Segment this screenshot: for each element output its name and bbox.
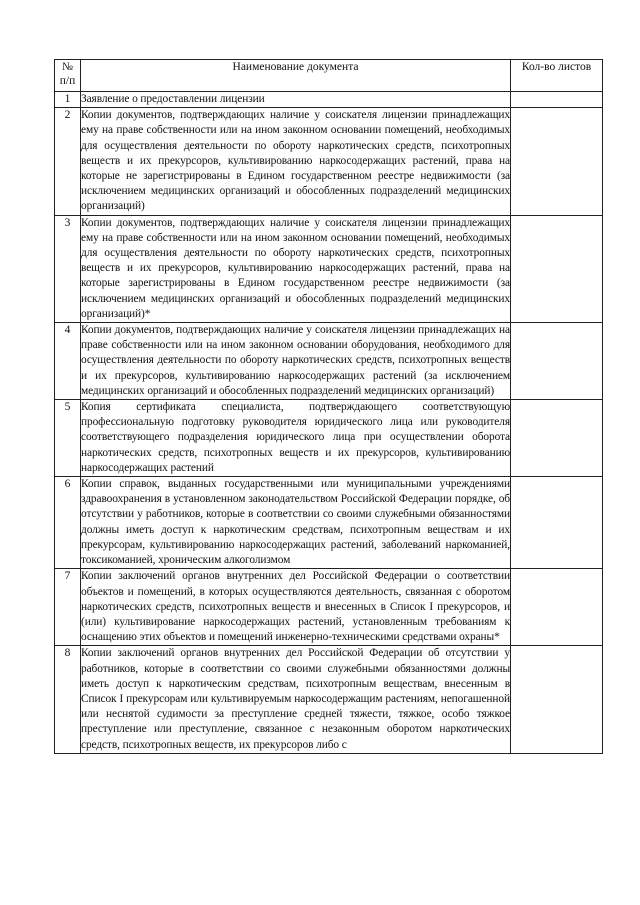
row-sheet-count[interactable] bbox=[511, 215, 603, 322]
row-document-name: Копия сертификата специалиста, подтверждающего соответствующую профессиональную подготовку руководителя юридического лица или руководителя соответствующего подразделения юридического лица при осуществлении оборота наркотических средств, психотропных веществ и их прекурсоров, культивированию наркосодержащих растений bbox=[81, 400, 511, 477]
row-sheet-count[interactable] bbox=[511, 323, 603, 400]
row-number: 3 bbox=[55, 215, 81, 322]
table-row bbox=[55, 323, 603, 400]
table-row bbox=[55, 569, 603, 646]
document-page bbox=[54, 59, 603, 754]
row-document-name: Копии документов, подтверждающих наличие у соискателя лицензии принадлежащих на праве собственности или на ином законном основании оборудования, необходимого для осуществления деятельности по обороту наркотических средств, психотропных веществ и их прекурсоров, культивированию наркосодержащих растений (за исключением медицинских организаций и обособленных подразделений медицинских организаций) bbox=[81, 323, 511, 400]
row-sheet-count[interactable] bbox=[511, 400, 603, 477]
row-sheet-count[interactable] bbox=[511, 92, 603, 108]
row-sheet-count[interactable] bbox=[511, 477, 603, 569]
row-sheet-count[interactable] bbox=[511, 569, 603, 646]
table-header-row bbox=[55, 60, 603, 92]
table-row bbox=[55, 477, 603, 569]
row-document-name: Копии документов, подтверждающих наличие у соискателя лицензии принадлежащих ему на праве собственности или на ином законном основании помещений, необходимых для осуществления деятельности по обороту наркотических средств, психотропных веществ и их прекурсоров, культивированию наркосодержащих растений, права на которые не зарегистрированы в Едином государственном реестре недвижимости (за исключением медицинских организаций и обособленных подразделений медицинских организаций) bbox=[81, 108, 511, 215]
table-row bbox=[55, 400, 603, 477]
row-number: 8 bbox=[55, 646, 81, 753]
row-document-name: Копии заключений органов внутренних дел Российской Федерации об отсутствии у работников, которые в соответствии со своими служебными обязанностями должны иметь доступ к наркотическим средствам, психотропным веществам, внесенным в Список I прекурсорам или культивируемым наркосодержащим растениям, непогашенной или неснятой судимости за преступление средней тяжести, тяжкое, особо тяжкое преступление или преступление, связанное с незаконным оборотом наркотических средств, психотропных веществ, их прекурсоров либо с bbox=[81, 646, 511, 753]
row-document-name: Копии заключений органов внутренних дел Российской Федерации о соответствии объектов и помещений, в которых осуществляются деятельность, связанная с оборотом наркотических средств, психотропных веществ и внесенных в Список I прекурсоров, и (или) культивирование наркосодержащих растений, установленным требованиям к оснащению этих объектов и помещений инженерно-техническими средствами охраны* bbox=[81, 569, 511, 646]
row-number: 4 bbox=[55, 323, 81, 400]
row-document-name: Копии справок, выданных государственными или муниципальными учреждениями здравоохранения в установленном законодательством Российской Федерации порядке, об отсутствии у работников, которые в соответствии со своими служебными обязанностями должны иметь доступ к наркотическим средствам, психотропным веществам и их прекурсорам, культивированию наркосодержащих растений, заболеваний наркоманией, токсикоманией, хроническим алкоголизмом bbox=[81, 477, 511, 569]
table-row bbox=[55, 92, 603, 108]
header-document-name: Наименование документа bbox=[81, 60, 511, 92]
row-sheet-count[interactable] bbox=[511, 646, 603, 753]
row-number: 2 bbox=[55, 108, 81, 215]
header-number-line2: п/п bbox=[59, 75, 76, 87]
row-number: 5 bbox=[55, 400, 81, 477]
row-sheet-count[interactable] bbox=[511, 108, 603, 215]
documents-table bbox=[54, 59, 603, 754]
row-number: 1 bbox=[55, 92, 81, 108]
row-document-name: Копии документов, подтверждающих наличие у соискателя лицензии принадлежащих ему на праве собственности или на ином законном основании помещений, необходимых для осуществления деятельности по обороту наркотических средств, психотропных веществ и их прекурсоров, культивированию наркосодержащих растений, права на которые зарегистрированы в Едином государственном реестре недвижимости (за исключением медицинских организаций и обособленных подразделений медицинских организаций)* bbox=[81, 215, 511, 322]
row-number: 7 bbox=[55, 569, 81, 646]
table-row bbox=[55, 108, 603, 215]
header-sheet-count: Кол-во листов bbox=[511, 60, 603, 92]
table-row bbox=[55, 646, 603, 753]
header-number-line1: № bbox=[62, 61, 73, 73]
table-row bbox=[55, 215, 603, 322]
header-number bbox=[55, 60, 81, 92]
row-number: 6 bbox=[55, 477, 81, 569]
row-document-name: Заявление о предоставлении лицензии bbox=[81, 92, 511, 108]
